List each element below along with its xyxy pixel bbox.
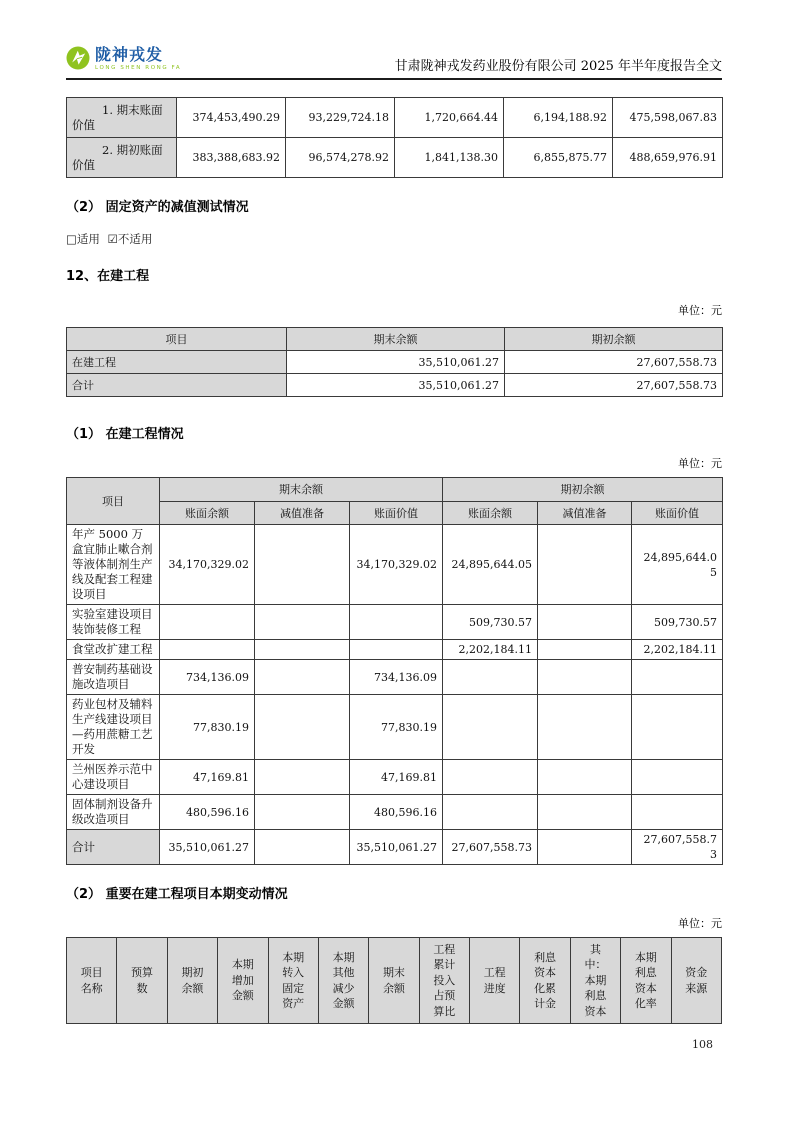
value-cell: [632, 795, 723, 830]
header-cell: 减值准备: [255, 502, 350, 525]
table-row: [67, 351, 723, 374]
value-cell: 47,169.81: [350, 760, 443, 795]
value-cell: 509,730.57: [632, 605, 723, 640]
header-cell: 本期其他减少金额: [318, 938, 368, 1024]
value-cell: [443, 695, 538, 760]
heading-cip-changes: （2） 重要在建工程项目本期变动情况: [66, 887, 288, 902]
value-cell: 27,607,558.73: [505, 374, 723, 397]
value-cell: [255, 605, 350, 640]
value-cell: [538, 605, 632, 640]
header-cell: 账面余额: [443, 502, 538, 525]
value-cell: 480,596.16: [160, 795, 255, 830]
value-cell: [538, 525, 632, 605]
header-cell: 工程进度: [470, 938, 520, 1024]
value-cell: 488,659,976.91: [613, 138, 723, 178]
value-cell: 47,169.81: [160, 760, 255, 795]
value-cell: [443, 660, 538, 695]
cip-detail-table: [66, 477, 723, 865]
project-name-cell: 药业包材及辅料生产线建设项目—药用蔗糖工艺开发: [67, 695, 160, 760]
value-cell: 374,453,490.29: [177, 98, 286, 138]
project-name-cell: 食堂改扩建工程: [67, 640, 160, 660]
value-cell: 734,136.09: [160, 660, 255, 695]
value-cell: [538, 640, 632, 660]
value-cell: [255, 760, 350, 795]
logo-name-cn: 陇神戎发: [95, 45, 164, 64]
value-cell: 34,170,329.02: [350, 525, 443, 605]
value-cell: [632, 695, 723, 760]
table-header-row: [67, 328, 723, 351]
value-cell: 2,202,184.11: [443, 640, 538, 660]
project-name-cell: 普安制药基础设施改造项目: [67, 660, 160, 695]
value-cell: 6,855,875.77: [504, 138, 613, 178]
table-row: [67, 138, 723, 178]
table-row: [67, 695, 723, 760]
logo-icon: [66, 46, 90, 70]
value-cell: 509,730.57: [443, 605, 538, 640]
header-cell: 利息资本化累计金: [520, 938, 570, 1024]
table-row: [67, 640, 723, 660]
table-header-row: [67, 502, 723, 525]
value-cell: 35,510,061.27: [287, 351, 505, 374]
value-cell: [350, 605, 443, 640]
header-cell: 本期转入固定资产: [268, 938, 318, 1024]
value-cell: 93,229,724.18: [286, 98, 395, 138]
header-cell: 其中：本期利息资本: [570, 938, 620, 1024]
value-cell: [443, 795, 538, 830]
value-cell: [538, 795, 632, 830]
value-cell: 35,510,061.27: [160, 830, 255, 865]
not-applicable-checkbox: ☑不适用: [107, 232, 153, 246]
fixed-assets-carryover-table: [66, 97, 723, 178]
value-cell: [255, 640, 350, 660]
value-cell: [160, 605, 255, 640]
header-cell: 本期利息资本化率: [621, 938, 671, 1024]
page-header: [66, 46, 722, 78]
company-logo: [66, 46, 181, 71]
header-cell: 期末余额: [160, 478, 443, 502]
table-row: [67, 660, 723, 695]
value-cell: [255, 525, 350, 605]
table-row: [67, 374, 723, 397]
header-rule: [66, 78, 722, 80]
header-cell: 预算数: [117, 938, 167, 1024]
header-cell: 账面价值: [632, 502, 723, 525]
logo-text: [95, 46, 181, 71]
value-cell: 35,510,061.27: [350, 830, 443, 865]
value-cell: 2,202,184.11: [632, 640, 723, 660]
value-cell: 480,596.16: [350, 795, 443, 830]
value-cell: [538, 760, 632, 795]
value-cell: [538, 660, 632, 695]
value-cell: [538, 695, 632, 760]
value-cell: 1,841,138.30: [395, 138, 504, 178]
unit-label: 单位：元: [678, 304, 722, 317]
header-cell: 项目名称: [67, 938, 117, 1024]
logo-name-en: LONG SHEN RONG FA: [95, 65, 182, 71]
header-cell: 工程累计投入占预算比: [419, 938, 469, 1024]
row-label-cell: 2. 期初账面价值: [67, 138, 177, 178]
table-row: [67, 760, 723, 795]
heading-construction-in-progress: 12、在建工程: [66, 269, 150, 284]
header-cell: 减值准备: [538, 502, 632, 525]
applicable-checkbox: □适用: [66, 232, 100, 246]
row-label-cell: 1. 期末账面价值: [67, 98, 177, 138]
heading-cip-status: （1） 在建工程情况: [66, 427, 184, 442]
header-cell: 项目: [67, 328, 287, 351]
value-cell: 27,607,558.73: [505, 351, 723, 374]
header-cell: 期末余额: [287, 328, 505, 351]
row-label-cell: 在建工程: [67, 351, 287, 374]
table-header-row: [67, 938, 722, 1024]
value-cell: [160, 640, 255, 660]
heading-impairment-test: （2） 固定资产的减值测试情况: [66, 200, 249, 215]
table-total-row: [67, 830, 723, 865]
value-cell: [255, 695, 350, 760]
table-row: [67, 525, 723, 605]
value-cell: [632, 660, 723, 695]
value-cell: 35,510,061.27: [287, 374, 505, 397]
table-row: [67, 795, 723, 830]
unit-label: 单位：元: [678, 917, 722, 930]
value-cell: 24,895,644.05: [632, 525, 723, 605]
value-cell: 96,574,278.92: [286, 138, 395, 178]
value-cell: 27,607,558.73: [443, 830, 538, 865]
project-name-cell: 年产 5000 万盒宜肺止嗽合剂等液体制剂生产线及配套工程建设项目: [67, 525, 160, 605]
value-cell: [443, 760, 538, 795]
value-cell: 77,830.19: [160, 695, 255, 760]
table-header-row: [67, 478, 723, 502]
value-cell: 475,598,067.83: [613, 98, 723, 138]
project-name-cell: 兰州医养示范中心建设项目: [67, 760, 160, 795]
header-cell: 期初余额: [443, 478, 723, 502]
header-cell: 本期增加金额: [218, 938, 268, 1024]
value-cell: 383,388,683.92: [177, 138, 286, 178]
value-cell: 77,830.19: [350, 695, 443, 760]
row-label-cell: 合计: [67, 374, 287, 397]
cip-changes-table: [66, 937, 722, 1024]
header-cell: 项目: [67, 478, 160, 525]
value-cell: 1,720,664.44: [395, 98, 504, 138]
value-cell: 34,170,329.02: [160, 525, 255, 605]
header-cell: 账面余额: [160, 502, 255, 525]
project-name-cell: 实验室建设项目装饰装修工程: [67, 605, 160, 640]
unit-label: 单位：元: [678, 457, 722, 470]
header-cell: 资金来源: [671, 938, 722, 1024]
cip-summary-table: [66, 327, 723, 397]
value-cell: [255, 660, 350, 695]
total-label-cell: 合计: [67, 830, 160, 865]
header-cell: 账面价值: [350, 502, 443, 525]
document-title: 甘肃陇神戎发药业股份有限公司 2025 年半年度报告全文: [394, 59, 722, 74]
value-cell: 6,194,188.92: [504, 98, 613, 138]
value-cell: [255, 795, 350, 830]
table-row: [67, 98, 723, 138]
applicability-line: [66, 231, 722, 247]
table-row: [67, 605, 723, 640]
value-cell: 24,895,644.05: [443, 525, 538, 605]
value-cell: [350, 640, 443, 660]
value-cell: 734,136.09: [350, 660, 443, 695]
value-cell: [255, 830, 350, 865]
header-cell: 期初余额: [505, 328, 723, 351]
header-cell: 期初余额: [167, 938, 217, 1024]
value-cell: [632, 760, 723, 795]
header-cell: 期末余额: [369, 938, 419, 1024]
value-cell: 27,607,558.73: [632, 830, 723, 865]
value-cell: [538, 830, 632, 865]
project-name-cell: 固体制剂设备升级改造项目: [67, 795, 160, 830]
page-number: 108: [692, 1038, 713, 1051]
